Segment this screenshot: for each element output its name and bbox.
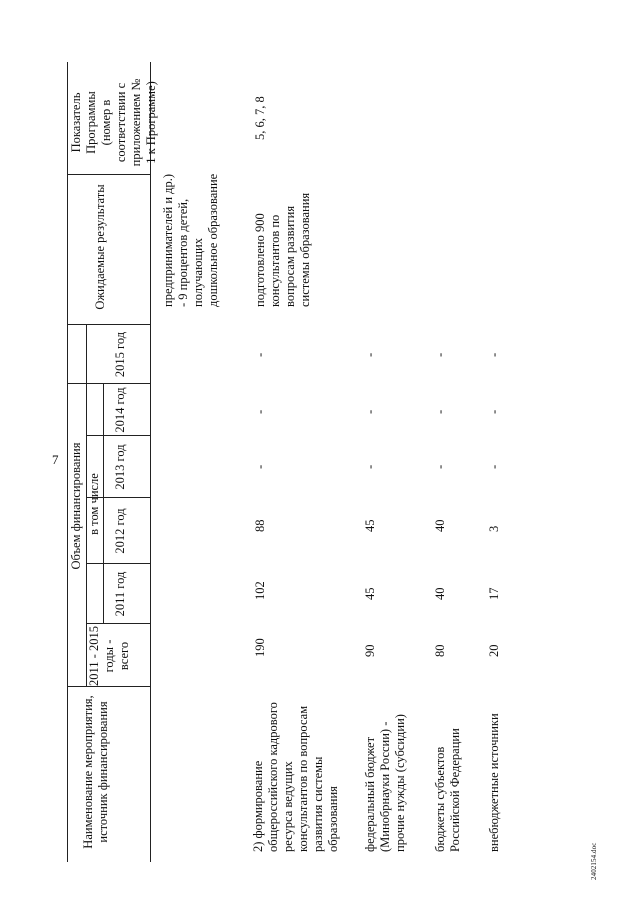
- header-2012: 2012 год: [113, 508, 127, 554]
- header-results: Ожидаемые результаты: [93, 184, 107, 310]
- header-2011: 2011 год: [113, 571, 127, 617]
- header-including: в том числе: [87, 473, 101, 535]
- row1-2012: 88: [253, 519, 267, 532]
- table-top-border: [67, 62, 68, 862]
- header-2014: 2014 год: [113, 387, 127, 433]
- header-name: Наименование мероприятия, источник финансирования: [81, 695, 110, 849]
- header-2013: 2013 год: [113, 444, 127, 490]
- row3-total: 80: [433, 644, 447, 657]
- row1-indicator: 5, 6, 7, 8: [253, 96, 267, 140]
- including-subline: [103, 384, 104, 624]
- row2-total: 90: [363, 644, 377, 657]
- row4-2012: 3: [487, 525, 501, 532]
- rotated-table: [67, 62, 612, 862]
- row4-2014: -: [487, 409, 501, 414]
- page-number: 7: [52, 452, 59, 467]
- row1-name: 2) формирование общероссийского кадрового ресурса ведущих консультантов по вопросам развития системы образования: [251, 702, 340, 852]
- row1-2015: -: [253, 352, 267, 357]
- row4-total: 20: [487, 644, 501, 657]
- row3-2012: 40: [433, 519, 447, 532]
- row1-2014: -: [253, 409, 267, 414]
- row2-name: федеральный бюджет (Минобрнауки России) - прочие нужды (субсидии): [363, 714, 407, 852]
- row1-2013: -: [253, 464, 267, 469]
- row4-2015: -: [487, 352, 501, 357]
- row3-2013: -: [433, 464, 447, 469]
- row3-name: бюджеты субъектов Российской Федерации: [433, 728, 462, 852]
- row3-2011: 40: [433, 587, 447, 600]
- row1-2011: 102: [253, 581, 267, 600]
- row3-2014: -: [433, 409, 447, 414]
- header-volume: Объем финансирования: [69, 442, 83, 570]
- header-bottom-border: [150, 62, 151, 862]
- row2-2014: -: [363, 409, 377, 414]
- row4-2013: -: [487, 464, 501, 469]
- row4-name: внебюджетные источники: [487, 713, 501, 852]
- row1-total: 190: [253, 638, 267, 657]
- header-indicator: Показатель Программы (номер в соответствии с приложением № 1 к Программе): [69, 78, 158, 167]
- row2-2015: -: [363, 352, 377, 357]
- row2-2013: -: [363, 464, 377, 469]
- header-2015: 2015 год: [113, 331, 127, 378]
- footer-filename: 2402154.doc: [590, 842, 598, 880]
- row2-2011: 45: [363, 587, 377, 600]
- continuation-text: предпринимателей и др.) - 9 процентов детей, получающих дошкольное образование: [161, 173, 220, 307]
- row2-2012: 45: [363, 519, 377, 532]
- header-total: 2011 - 2015 годы - всего: [87, 626, 131, 686]
- row3-2015: -: [433, 352, 447, 357]
- col-line: [67, 174, 150, 175]
- row4-2011: 17: [487, 587, 501, 600]
- row1-results: подготовлено 900 консультантов по вопросам развития системы образования: [253, 192, 312, 307]
